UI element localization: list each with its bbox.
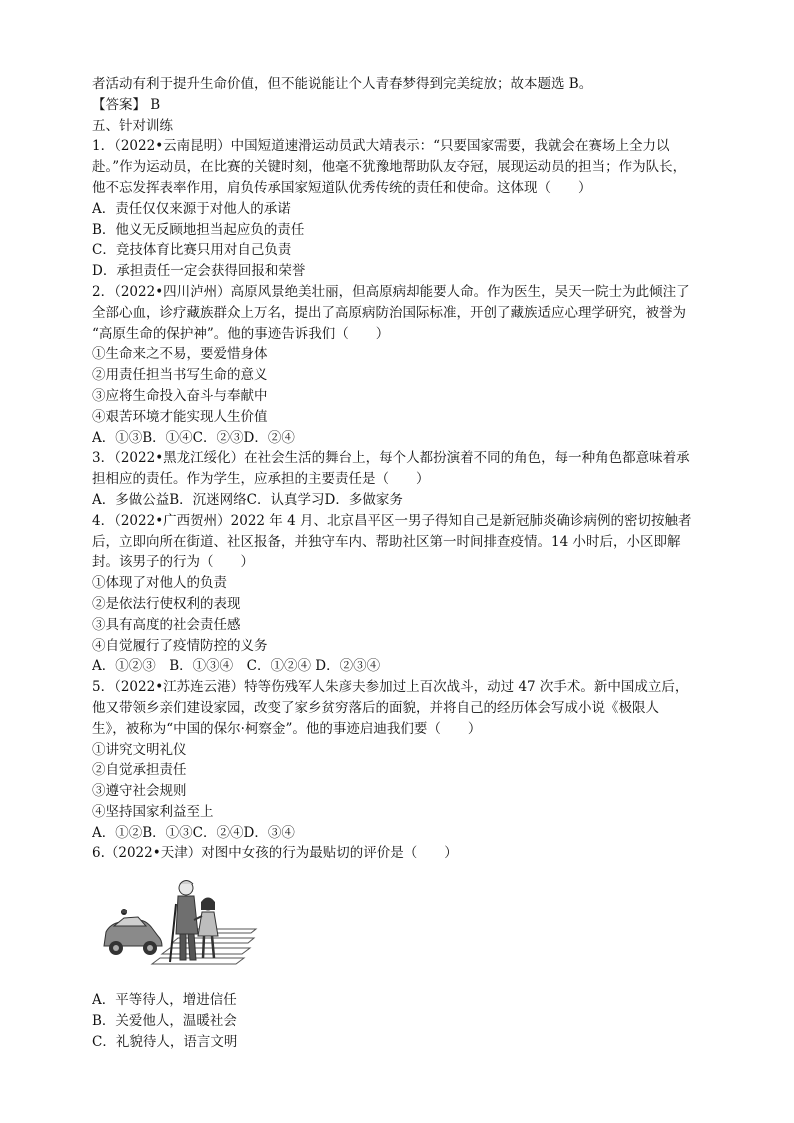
q1-stem-line-3: 他不忘发挥表率作用，肩负传承国家短道队优秀传统的责任和使命。这体现（ ）: [92, 179, 592, 196]
q6-option-b: B．关爱他人，温暖社会: [92, 1013, 237, 1030]
q2-choices: A．①③B．①④C．②③D．②④: [92, 429, 295, 446]
q2-stem-line-3: “高原生命的保护神”。他的事迹告诉我们（ ）: [92, 325, 390, 342]
q1-option-d: D．承担责任一定会获得回报和荣誉: [92, 263, 306, 280]
q4-item-1: ①体现了对他人的负责: [92, 575, 227, 592]
q4-stem-line-3: 封。该男子的行为（ ）: [92, 554, 254, 571]
q1-option-a: A．责任仅仅来源于对他人的承诺: [92, 200, 291, 217]
q2-stem-line-2: 全部心血，诊疗藏族群众上万名，提出了高原病防治国际标准，开创了藏族适应心理学研究，被誉为: [92, 304, 686, 321]
q4-item-3: ③具有高度的社会责任感: [92, 616, 241, 633]
q4-item-4: ④自觉履行了疫情防控的义务: [92, 637, 268, 654]
q1-stem-line-2: 赴。”作为运动员，在比赛的关键时刻，他毫不犹豫地帮助队友夺冠，展现运动员的担当；作为队长，: [92, 159, 687, 176]
answer-label: 【答案】 B: [92, 96, 161, 113]
q2-item-3: ③应将生命投入奋斗与奉献中: [92, 387, 268, 404]
section-title: 五、针对训练: [92, 117, 173, 134]
q5-stem-line-3: 生》，被称为“中国的保尔·柯察金”。他的事迹启迪我们要（ ）: [92, 720, 482, 737]
q4-choices: A．①②③ B．①③④ C．①②④ D．②③④: [92, 658, 381, 675]
document-page: [92, 74, 708, 1053]
q1-option-c: C．竞技体育比赛只用对自己负责: [92, 242, 292, 259]
q5-stem-line-1: 5．（2022•江苏连云港）特等伤残军人朱彦夫参加过上百次战斗，动过 47 次手术。新中国成立后，: [92, 679, 689, 696]
q2-stem-line-1: 2．（2022•四川泸州）高原风景绝美壮丽，但高原病却能要人命。作为医生，吴天一院士为此倾注了: [92, 283, 690, 300]
q2-item-4: ④艰苦环境才能实现人生价值: [92, 408, 268, 425]
q6-option-c: C．礼貌待人，语言文明: [92, 1033, 238, 1050]
q2-item-1: ①生命来之不易，要爱惜身体: [92, 346, 268, 363]
crosswalk-illustration: [100, 874, 260, 972]
crosswalk-illustration-svg: [100, 874, 260, 972]
car-illustration: [104, 909, 162, 955]
q3-choices: A．多做公益B．沉迷网络C．认真学习D．多做家务: [92, 491, 403, 508]
q5-item-2: ②自觉承担责任: [92, 762, 187, 779]
q4-stem-line-1: 4．（2022•广西贺州）2022 年 4 月、北京昌平区一男子得知自己是新冠肺炎确诊病例的密切按触者: [92, 512, 692, 529]
q5-item-4: ④坚持国家利益至上: [92, 803, 214, 820]
q4-item-2: ②是依法行使权利的表现: [92, 595, 241, 612]
q5-item-1: ①讲究文明礼仪: [92, 741, 187, 758]
q3-stem-line-2: 担相应的责任。作为学生，应承担的主要责任是（ ）: [92, 471, 430, 488]
q5-stem-line-2: 他又带领乡亲们建设家园，改变了家乡贫穷落后的面貌，并将自己的经历体会写成小说《极限人: [92, 699, 659, 716]
q6-option-a: A．平等待人，增进信任: [92, 992, 237, 1009]
q3-stem-line-1: 3．（2022•黑龙江绥化）在社会生活的舞台上，每个人都扮演着不同的角色，每一种角色都意味着承: [92, 450, 690, 467]
q1-option-b: B．他义无反顾地担当起应负的责任: [92, 221, 305, 238]
q2-item-2: ②用责任担当书写生命的意义: [92, 367, 268, 384]
q5-item-3: ③遵守社会规则: [92, 783, 187, 800]
continuation-text: 者活动有利于提升生命价值，但不能说能让个人青春梦得到完美绽放；故本题选 B。: [92, 76, 593, 92]
q4-stem-line-2: 后，立即向所在街道、社区报备，并独守车内、帮助社区第一时间排查疫情。14 小时后，小区即解: [92, 533, 681, 550]
q6-stem-line-1: 6.（2022•天津）对图中女孩的行为最贴切的评价是（ ）: [92, 845, 458, 862]
q1-stem-line-1: 1．（2022•云南昆明）中国短道速滑运动员武大靖表示：“只要国家需要，我就会在赛场上全力以: [92, 138, 670, 155]
q5-choices: A．①②B．①③C．②④D．③④: [92, 824, 295, 841]
